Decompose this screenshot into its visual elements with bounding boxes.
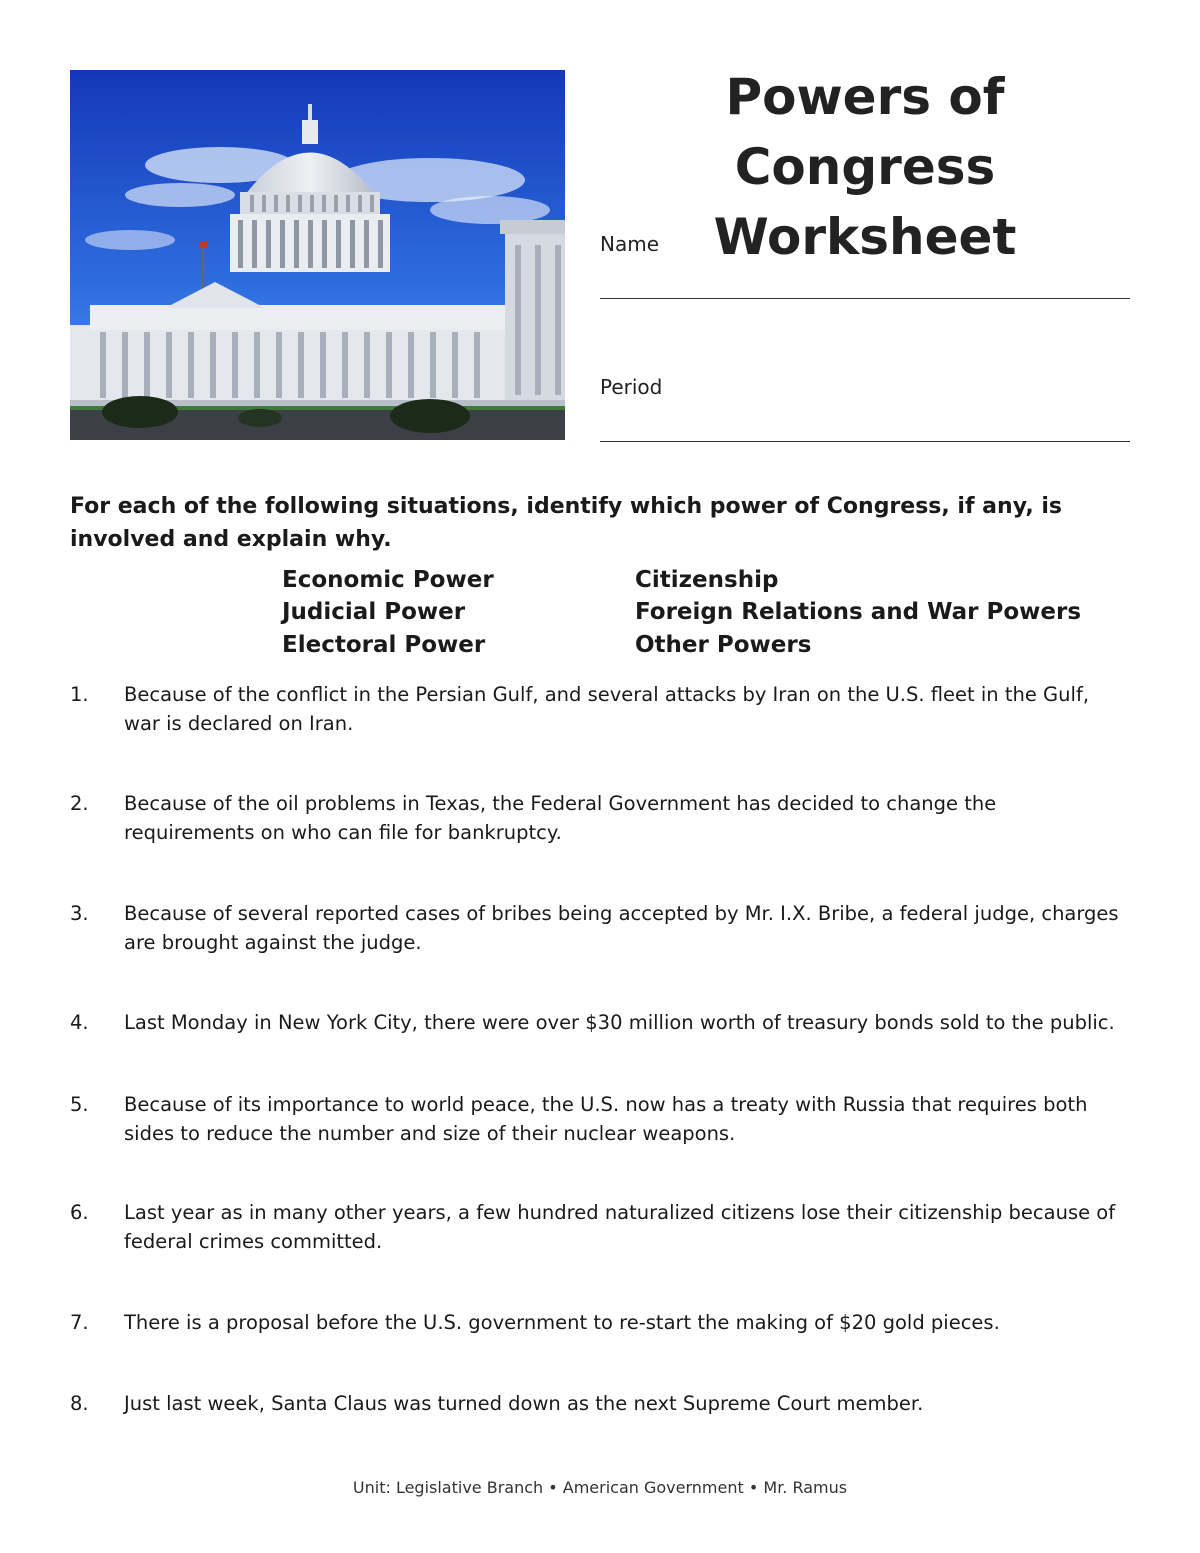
question-text: Last year as in many other years, a few hundred naturalized citizens lose their citizenship because of federal crimes committed. <box>124 1201 1116 1253</box>
power-judicial: Judicial Power <box>282 599 466 625</box>
question-item <box>70 1308 1130 1337</box>
question-item <box>70 680 1130 738</box>
power-electoral: Electoral Power <box>282 632 486 658</box>
period-label: Period <box>600 375 663 399</box>
question-number: 2. <box>70 792 89 815</box>
question-text: Just last week, Santa Claus was turned down as the next Supreme Court member. <box>124 1392 924 1415</box>
question-number: 5. <box>70 1093 89 1116</box>
question-item <box>70 1198 1130 1256</box>
instructions: For each of the following situations, identify which power of Congress, if any, is involved and explain why. <box>70 494 1062 552</box>
question-item <box>70 1008 1130 1037</box>
power-citizenship: Citizenship <box>635 567 779 593</box>
question-text: Because of the oil problems in Texas, the Federal Government has decided to change the requirements on who can file for bankruptcy. <box>124 792 997 844</box>
question-number: 4. <box>70 1011 89 1034</box>
question-item <box>70 899 1130 957</box>
power-foreign-relations: Foreign Relations and War Powers <box>635 599 1082 625</box>
question-item <box>70 1090 1130 1148</box>
page-title <box>600 62 1130 272</box>
question-item <box>70 789 1130 847</box>
question-text: Because of its importance to world peace, the U.S. now has a treaty with Russia that requires both sides to reduce the number and size of their nuclear weapons. <box>124 1093 1088 1145</box>
question-number: 3. <box>70 902 89 925</box>
capitol-photo <box>70 70 565 440</box>
question-number: 1. <box>70 683 89 706</box>
period-field[interactable] <box>600 441 1130 442</box>
question-number: 7. <box>70 1311 89 1334</box>
title-line-2: Worksheet <box>713 208 1017 266</box>
power-other: Other Powers <box>635 632 812 658</box>
question-text: Because of the conflict in the Persian Gulf, and several attacks by Iran on the U.S. fleet in the Gulf, war is declared on Iran. <box>124 683 1090 735</box>
question-text: Because of several reported cases of bribes being accepted by Mr. I.X. Bribe, a federal judge, charges are brought against the judge. <box>124 902 1119 954</box>
name-field[interactable] <box>600 298 1130 299</box>
question-number: 8. <box>70 1392 89 1415</box>
power-economic: Economic Power <box>282 567 494 593</box>
title-line-1: Powers of Congress <box>725 68 1005 196</box>
page-footer: Unit: Legislative Branch • American Government • Mr. Ramus <box>352 1478 848 1497</box>
question-text: Last Monday in New York City, there were over $30 million worth of treasury bonds sold to the public. <box>124 1011 1115 1034</box>
question-text: There is a proposal before the U.S. government to re-start the making of $20 gold pieces. <box>124 1311 1000 1334</box>
name-label: Name <box>600 232 660 256</box>
question-number: 6. <box>70 1201 89 1224</box>
question-item <box>70 1389 1130 1418</box>
